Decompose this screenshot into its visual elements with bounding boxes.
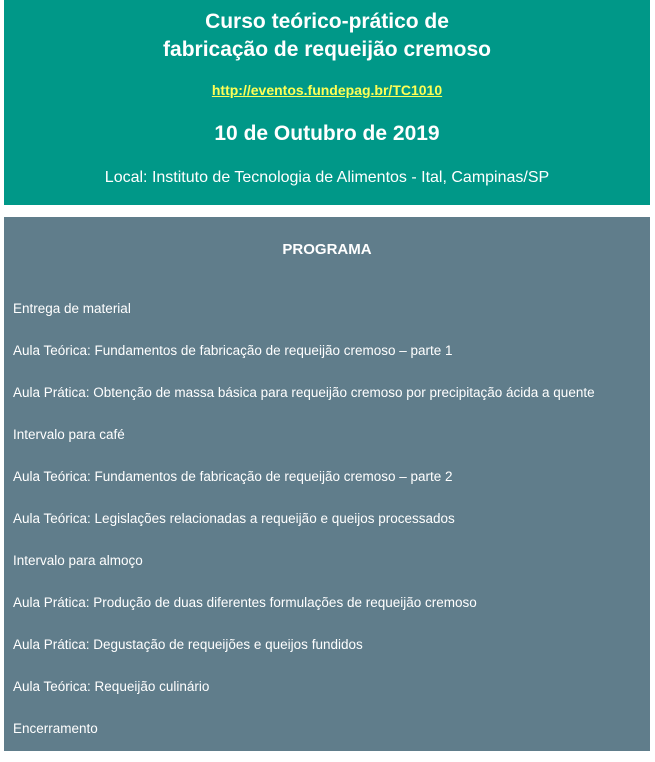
- program-item: Aula Prática: Produção de duas diferentes formulações de requeijão cremoso: [13, 595, 477, 610]
- program-item: Aula Teórica: Fundamentos de fabricação de requeijão cremoso – parte 2: [13, 469, 453, 484]
- program-title: PROGRAMA: [282, 241, 372, 258]
- program-item: Entrega de material: [13, 301, 131, 316]
- program-item: Intervalo para almoço: [13, 553, 143, 568]
- program-section: [4, 217, 650, 751]
- program-item: Aula Prática: Obtenção de massa básica para requeijão cremoso por precipitação ácida a quente: [13, 385, 595, 400]
- program-item: Aula Prática: Degustação de requeijões e queijos fundidos: [13, 637, 363, 652]
- event-link[interactable]: http://eventos.fundepag.br/TC1010: [211, 82, 443, 98]
- program-item: Encerramento: [13, 721, 98, 736]
- event-date: 10 de Outubro de 2019: [214, 122, 440, 145]
- program-list: [13, 300, 643, 762]
- event-header: [4, 0, 650, 205]
- program-item: Intervalo para café: [13, 427, 125, 442]
- event-venue: Local: Instituto de Tecnologia de Alimentos - Ital, Campinas/SP: [104, 169, 550, 186]
- program-item: Aula Teórica: Legislações relacionadas a requeijão e queijos processados: [13, 511, 455, 526]
- event-link-container: [4, 81, 650, 99]
- course-title-line1: Curso teórico-prático de: [205, 10, 449, 33]
- course-title-line2: fabricação de requeijão cremoso: [163, 38, 491, 61]
- program-item: Aula Teórica: Fundamentos de fabricação de requeijão cremoso – parte 1: [13, 343, 453, 358]
- program-item: Aula Teórica: Requeijão culinário: [13, 679, 210, 694]
